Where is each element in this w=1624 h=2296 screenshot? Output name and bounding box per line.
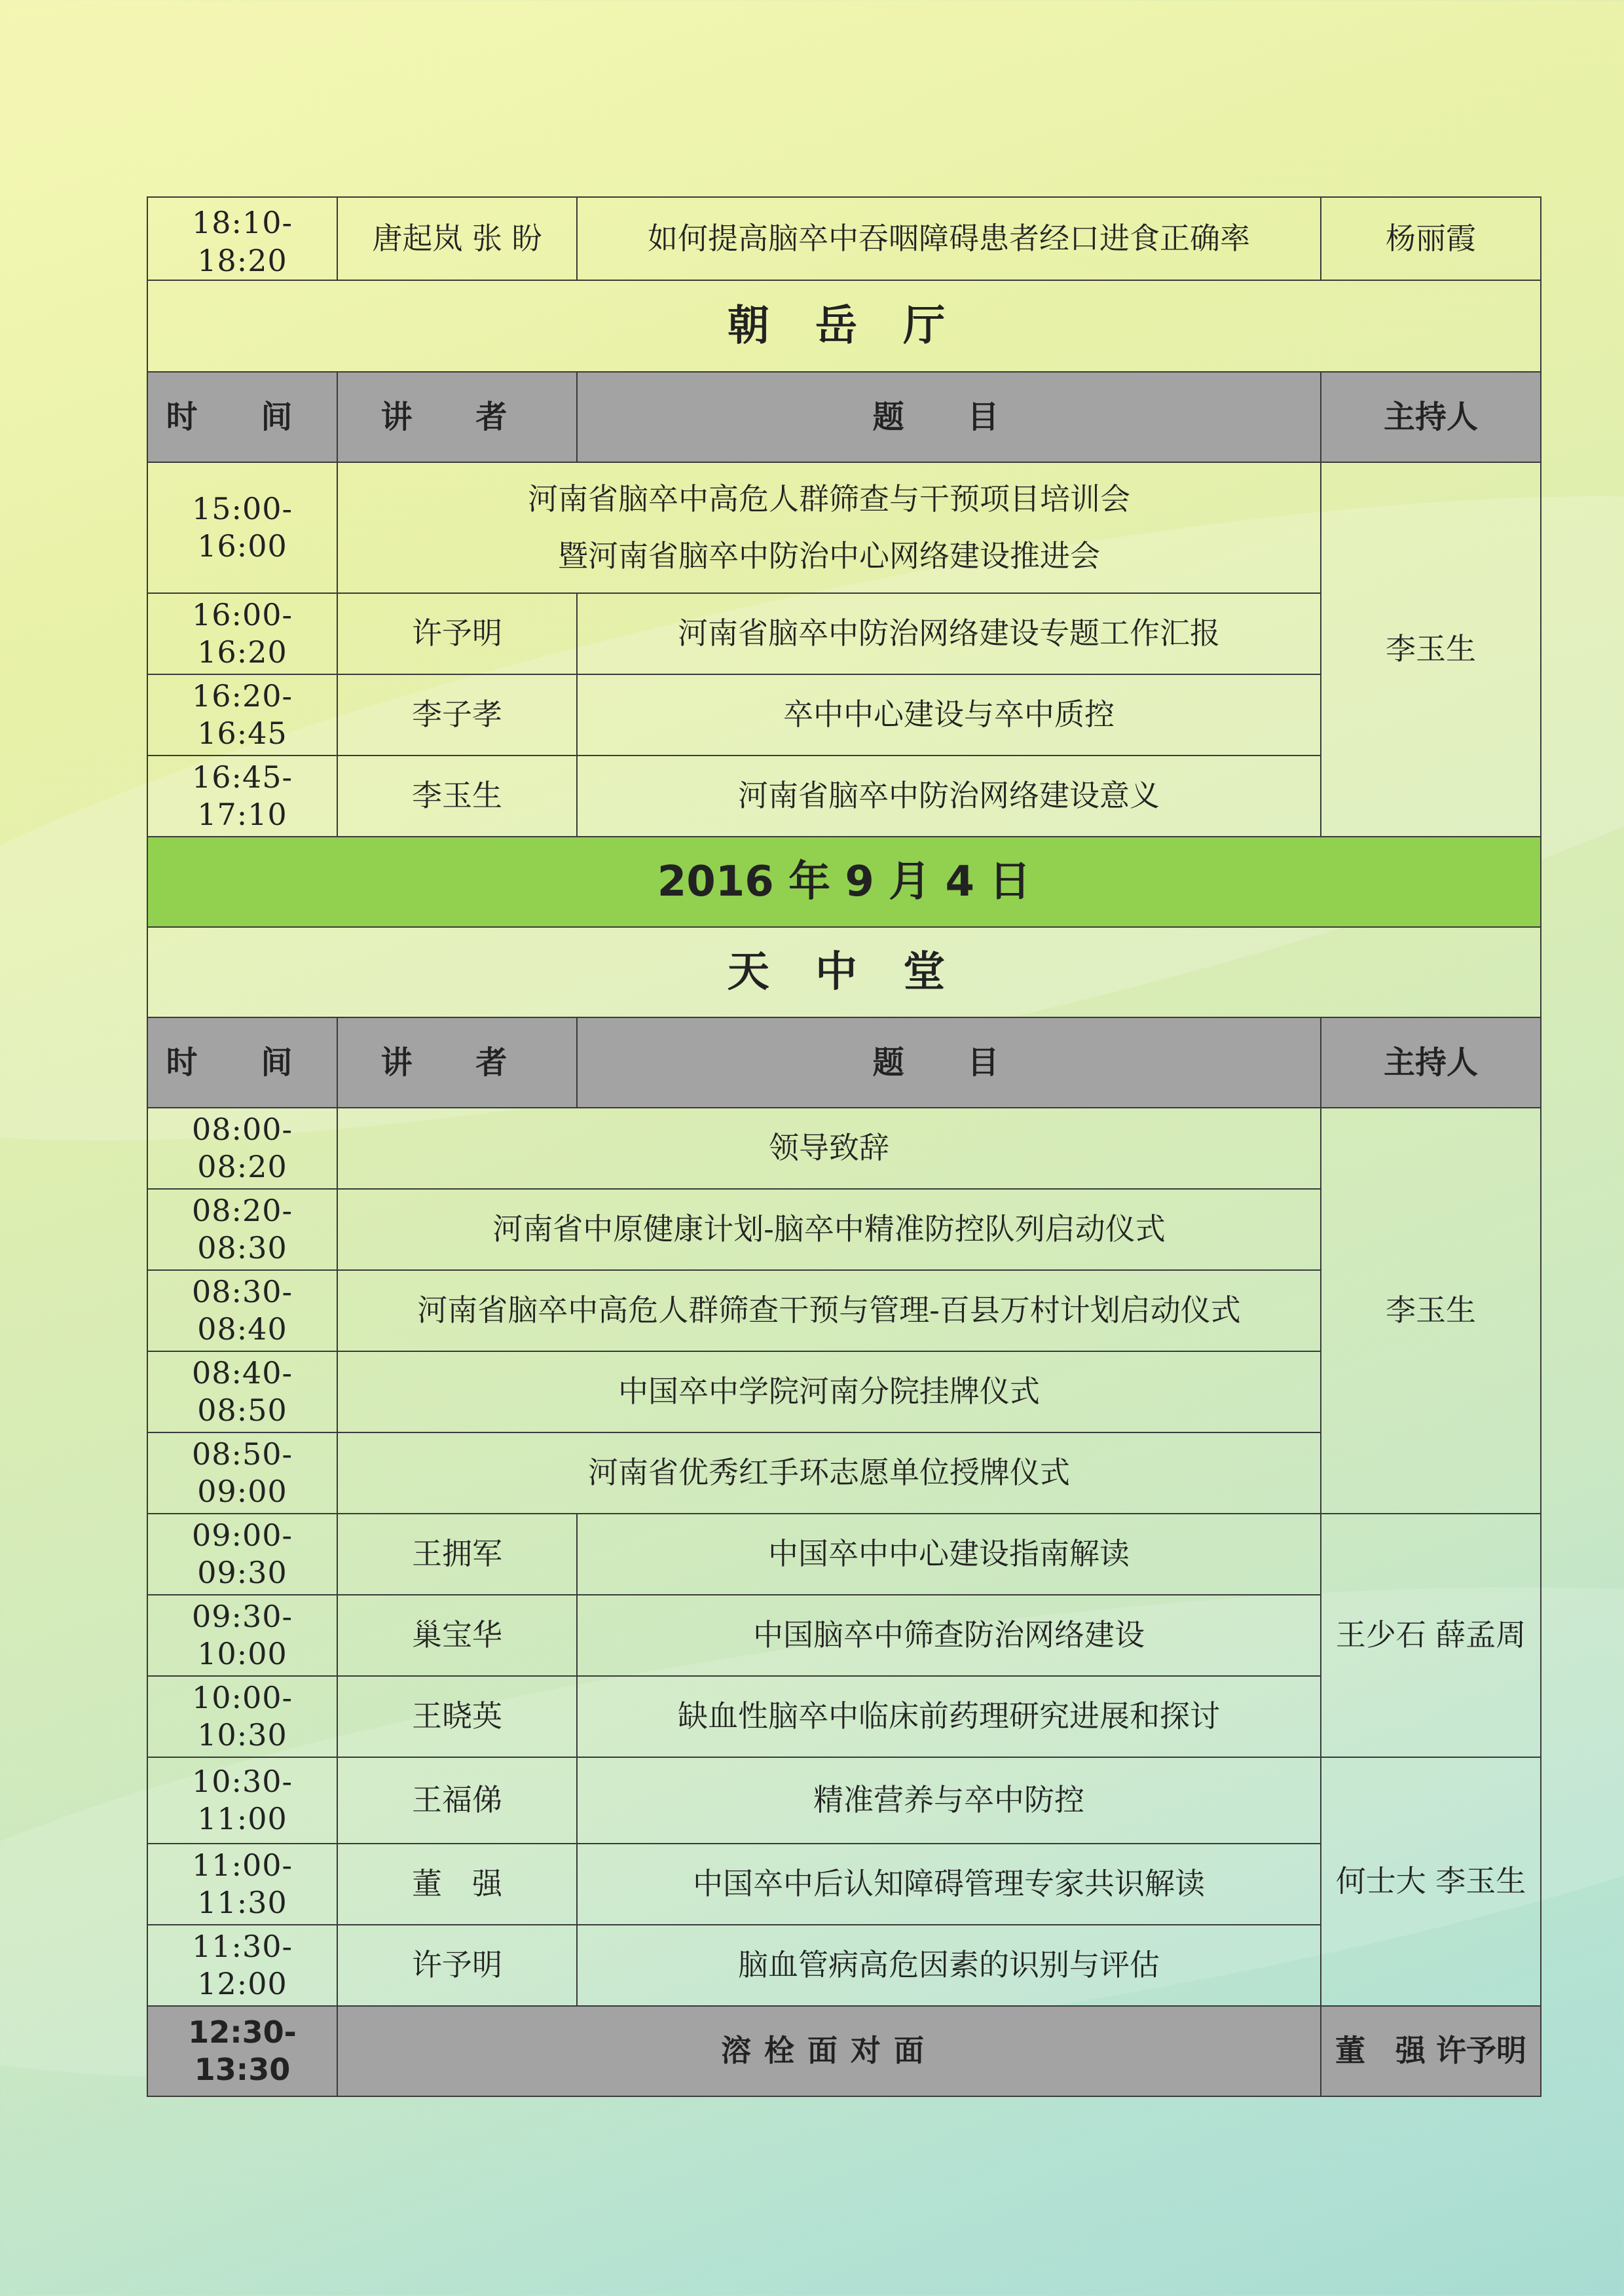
speaker-cell: 许予明	[337, 1925, 577, 2006]
time-cell: 18:10-18:20	[147, 197, 337, 280]
speaker-cell: 王晓英	[337, 1676, 577, 1757]
topic-cell: 溶栓面对面	[337, 2006, 1321, 2096]
time-cell: 16:00-16:20	[147, 593, 337, 674]
time-cell: 10:30-11:00	[147, 1757, 337, 1844]
header-topic: 题 目	[577, 372, 1321, 462]
header-host: 主持人	[1321, 372, 1541, 462]
host-cell: 李玉生	[1321, 462, 1541, 837]
lunch-row	[147, 2006, 1541, 2096]
venue-title-row	[147, 280, 1541, 372]
topic-cell: 河南省优秀红手环志愿单位授牌仪式	[337, 1432, 1321, 1514]
header-speaker: 讲 者	[337, 372, 577, 462]
date-banner: 2016 年 9 月 4 日	[147, 837, 1541, 927]
topic-cell: 缺血性脑卒中临床前药理研究进展和探讨	[577, 1676, 1321, 1757]
venue-title-row	[147, 927, 1541, 1017]
topic-cell: 河南省中原健康计划-脑卒中精准防控队列启动仪式	[337, 1189, 1321, 1270]
topic-cell: 精准营养与卒中防控	[577, 1757, 1321, 1844]
header-topic: 题 目	[577, 1017, 1321, 1108]
speaker-cell: 许予明	[337, 593, 577, 674]
header-time: 时 间	[147, 1017, 337, 1108]
schedule-row	[147, 197, 1541, 280]
topic-cell	[337, 462, 1321, 593]
speaker-cell: 王福俤	[337, 1757, 577, 1844]
conference-schedule-table	[147, 196, 1541, 2097]
time-cell: 08:50-09:00	[147, 1432, 337, 1514]
speaker-cell: 李玉生	[337, 756, 577, 837]
time-cell: 08:40-08:50	[147, 1351, 337, 1432]
header-time: 时 间	[147, 372, 337, 462]
time-cell: 10:00-10:30	[147, 1676, 337, 1757]
speaker-cell: 李子孝	[337, 674, 577, 756]
time-cell: 08:00-08:20	[147, 1108, 337, 1189]
time-cell: 09:30-10:00	[147, 1595, 337, 1676]
venue-title: 天 中 堂	[147, 927, 1541, 1017]
topic-cell: 河南省脑卒中防治网络建设意义	[577, 756, 1321, 837]
time-cell: 08:30-08:40	[147, 1270, 337, 1351]
host-cell: 李玉生	[1321, 1108, 1541, 1514]
time-cell: 11:00-11:30	[147, 1844, 337, 1925]
schedule-row	[147, 462, 1541, 593]
schedule-row	[147, 1757, 1541, 1844]
time-cell: 12:30-13:30	[147, 2006, 337, 2096]
time-cell: 16:20-16:45	[147, 674, 337, 756]
topic-cell: 中国卒中中心建设指南解读	[577, 1514, 1321, 1595]
host-cell: 杨丽霞	[1321, 197, 1541, 280]
topic-cell: 河南省脑卒中高危人群筛查干预与管理-百县万村计划启动仪式	[337, 1270, 1321, 1351]
topic-line: 河南省脑卒中高危人群筛查与干预项目培训会	[528, 481, 1130, 517]
time-cell: 11:30-12:00	[147, 1925, 337, 2006]
topic-cell: 如何提高脑卒中吞咽障碍患者经口进食正确率	[577, 197, 1321, 280]
header-row	[147, 372, 1541, 462]
speaker-cell: 巢宝华	[337, 1595, 577, 1676]
time-cell: 08:20-08:30	[147, 1189, 337, 1270]
topic-cell: 脑血管病高危因素的识别与评估	[577, 1925, 1321, 2006]
header-speaker: 讲 者	[337, 1017, 577, 1108]
venue-title: 朝 岳 厅	[147, 280, 1541, 372]
speaker-cell: 董 强	[337, 1844, 577, 1925]
host-cell: 王少石 薛孟周	[1321, 1514, 1541, 1757]
topic-cell: 中国脑卒中筛查防治网络建设	[577, 1595, 1321, 1676]
topic-cell: 卒中中心建设与卒中质控	[577, 674, 1321, 756]
speaker-cell: 王拥军	[337, 1514, 577, 1595]
header-host: 主持人	[1321, 1017, 1541, 1108]
host-cell: 何士大 李玉生	[1321, 1757, 1541, 2006]
time-cell: 09:00-09:30	[147, 1514, 337, 1595]
topic-line: 暨河南省脑卒中防治中心网络建设推进会	[558, 538, 1100, 574]
schedule-row	[147, 1108, 1541, 1189]
time-cell: 16:45-17:10	[147, 756, 337, 837]
date-row	[147, 837, 1541, 927]
schedule-row	[147, 1514, 1541, 1595]
topic-cell: 河南省脑卒中防治网络建设专题工作汇报	[577, 593, 1321, 674]
speaker-cell: 唐起岚 张 盼	[337, 197, 577, 280]
topic-cell: 领导致辞	[337, 1108, 1321, 1189]
topic-cell: 中国卒中后认知障碍管理专家共识解读	[577, 1844, 1321, 1925]
host-cell: 董 强 许予明	[1321, 2006, 1541, 2096]
header-row	[147, 1017, 1541, 1108]
time-cell: 15:00-16:00	[147, 462, 337, 593]
topic-cell: 中国卒中学院河南分院挂牌仪式	[337, 1351, 1321, 1432]
